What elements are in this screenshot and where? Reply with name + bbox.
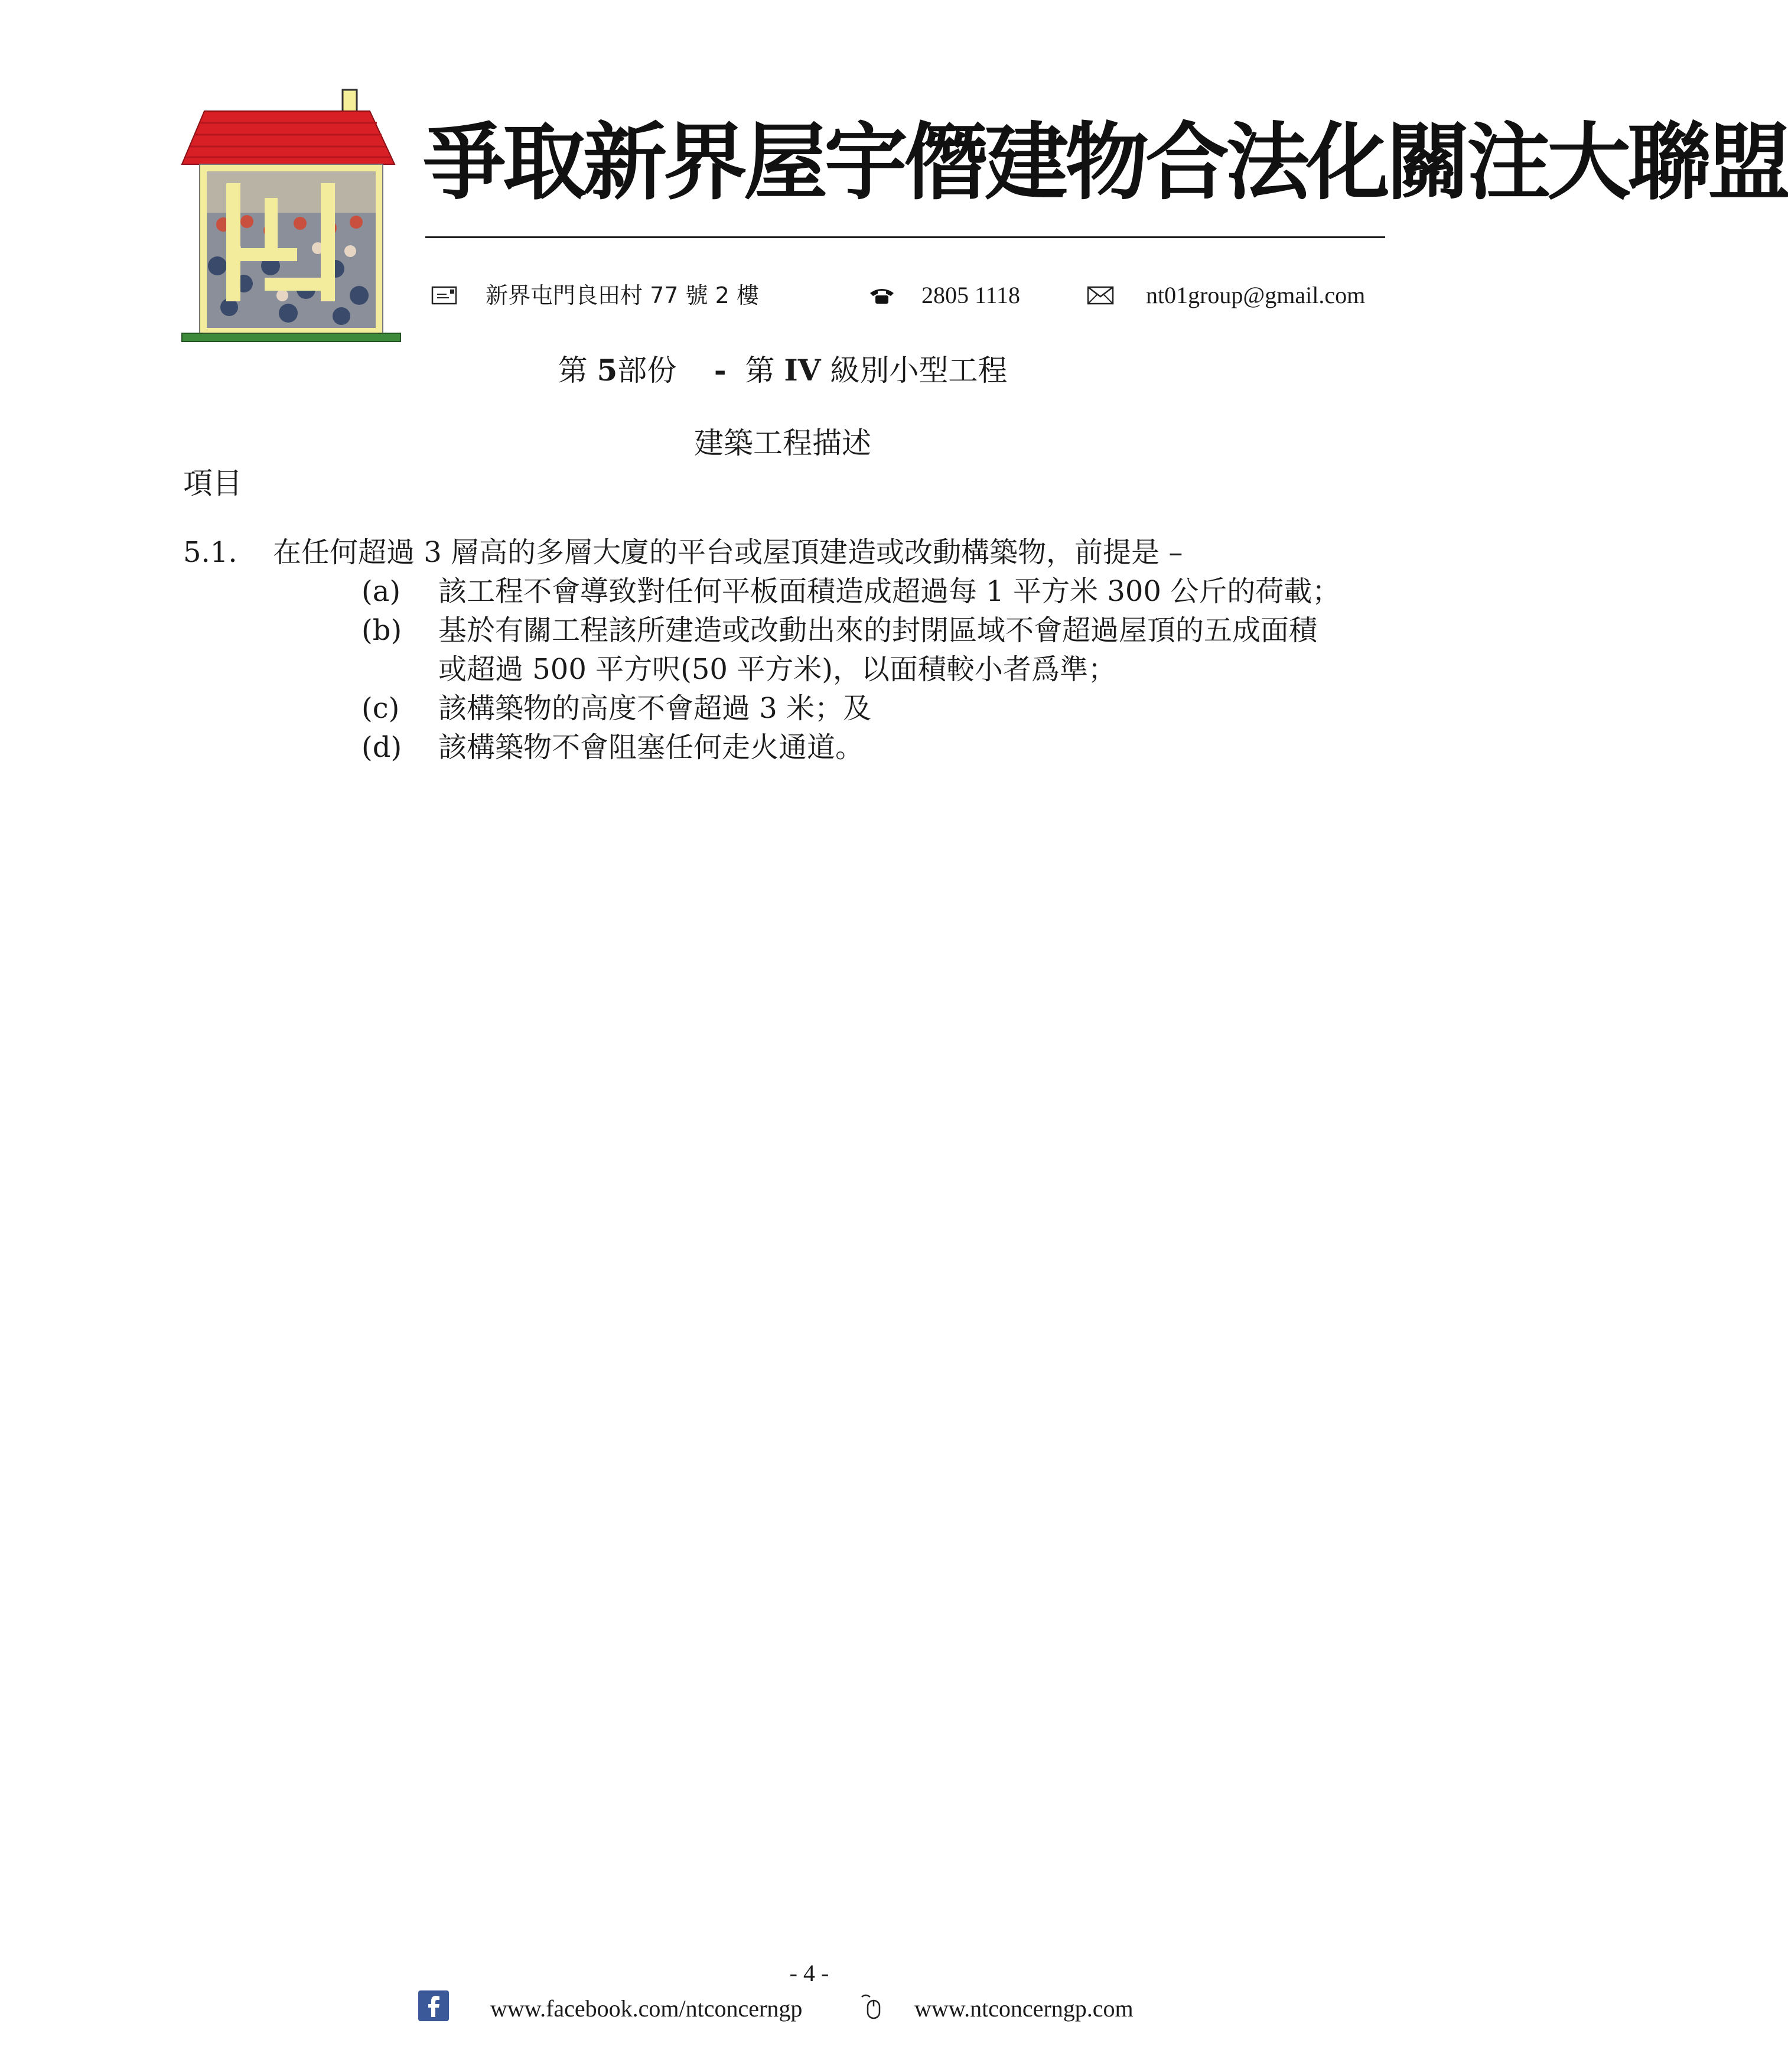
part-number: 5 xyxy=(597,353,618,388)
house-logo-icon xyxy=(182,89,400,343)
phone-number: 2805 1118 xyxy=(921,282,1021,308)
sub-item-text: 該工程不會導致對任何平板面積造成超過每 1 平方米 300 公斤的荷載； xyxy=(438,575,1341,608)
telephone-icon xyxy=(868,286,895,305)
envelope-address-icon xyxy=(431,286,457,305)
email-address: nt01group@gmail.com xyxy=(1146,282,1366,308)
sub-item-text: 基於有關工程該所建造或改動出來的封閉區域不會超過屋頂的五成面積 xyxy=(438,614,1318,647)
page-number: - 4 - xyxy=(789,1960,829,1986)
section-subtitle: 建築工程描述 xyxy=(694,426,871,460)
sub-item-label: (a) xyxy=(361,575,401,608)
mouse-icon xyxy=(859,1992,885,2021)
title-dash: - xyxy=(714,353,727,388)
organization-name: 爭取新界屋宇僭建物合法化關注大聯盟 xyxy=(422,113,1788,212)
facebook-link[interactable]: www.facebook.com/ntconcerngp xyxy=(490,1995,803,2022)
sub-item-text-continued: 或超過 500 平方呎(50 平方米)，以面積較小者爲準； xyxy=(438,653,1116,686)
sub-item-label: (d) xyxy=(361,731,402,764)
section-title xyxy=(0,350,1565,391)
sub-item-label: (c) xyxy=(361,692,400,725)
address-text: 新界屯門良田村 77 號 2 樓 xyxy=(486,282,759,308)
sub-item-label: (b) xyxy=(361,614,402,647)
facebook-icon[interactable] xyxy=(418,1990,450,2022)
website-link[interactable]: www.ntconcerngp.com xyxy=(914,1995,1134,2022)
header-divider xyxy=(425,236,1385,238)
clause-text: 在任何超過 3 層高的多層大廈的平台或屋頂建造或改動構築物，前提是 – xyxy=(273,536,1183,569)
clause-number: 5.1. xyxy=(183,536,237,569)
item-column-label: 項目 xyxy=(183,466,242,500)
part-prefix: 第 xyxy=(558,353,588,388)
part-word: 部份 xyxy=(617,353,677,388)
level-number: IV xyxy=(784,353,821,388)
level-prefix: 第 xyxy=(745,353,775,388)
mail-icon xyxy=(1087,286,1114,305)
sub-item-text: 該構築物的高度不會超過 3 米；及 xyxy=(438,692,872,725)
level-suffix: 級別小型工程 xyxy=(830,353,1008,388)
sub-item-text: 該構築物不會阻塞任何走火通道。 xyxy=(438,731,864,764)
